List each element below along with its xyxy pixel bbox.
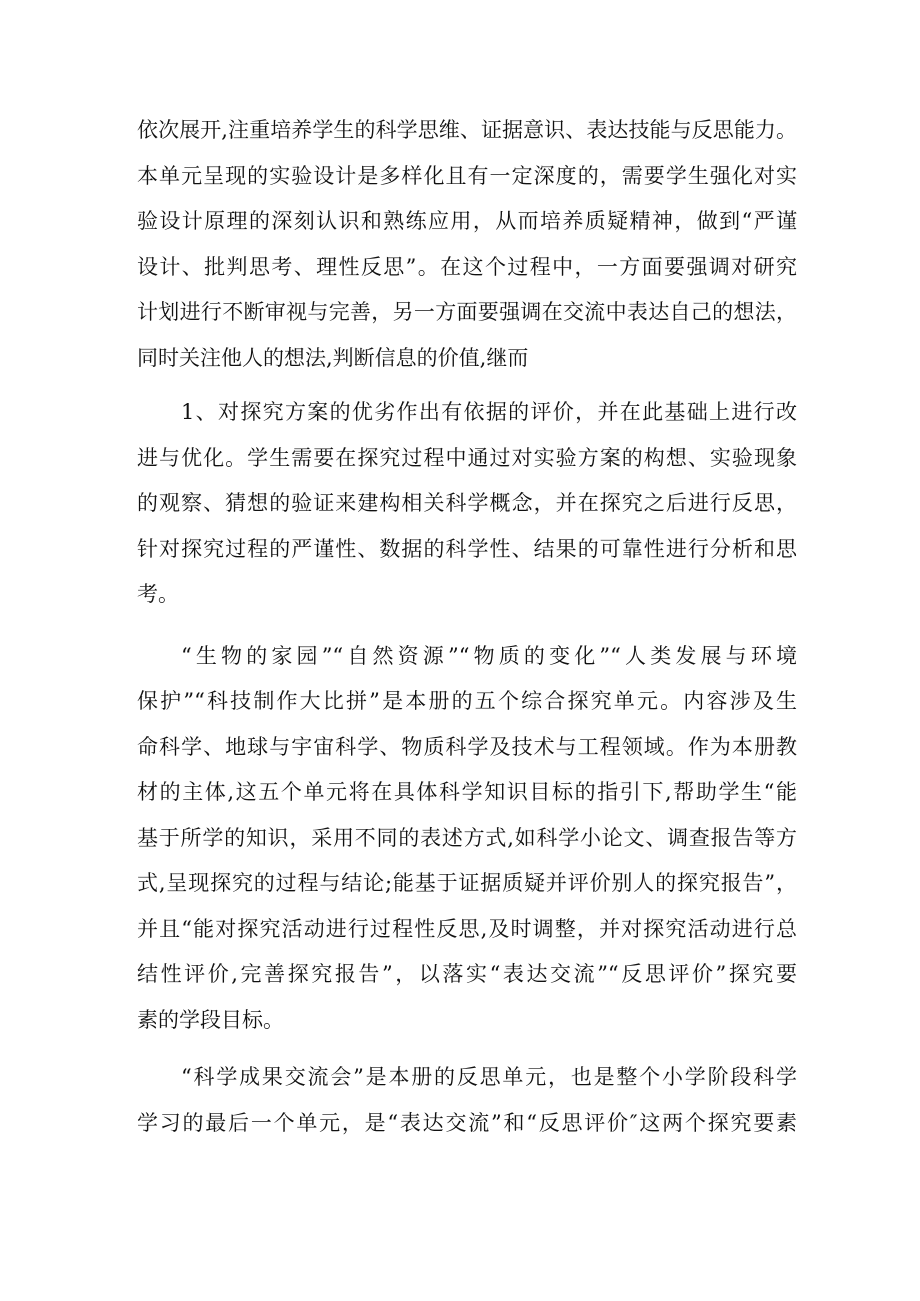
text-line: 依次展开,注重培养学生的科学思维、证据意识、表达技能与反思能力。 xyxy=(137,118,797,142)
text-line: 基于所学的知识，采用不同的表述方式,如科学小论文、调查报告等方 xyxy=(137,825,797,850)
text-line: 设计、批判思考、理性反思”。在这个过程中，一方面要强调对研究 xyxy=(137,254,797,279)
text-line: 并且“能对探究活动进行过程性反思,及时调整，并对探究活动进行总 xyxy=(137,916,797,941)
text-line: 结性评价,完善探究报告”，以落实“表达交流”“反思评价”探究要 xyxy=(137,962,797,986)
text-line: 考。 xyxy=(137,582,179,606)
text-line: 学习的最后一个单元，是“表达交流”和“反思评价″这两个探究要素 xyxy=(137,1110,797,1135)
text-line: 计划进行不断审视与完善，另一方面要强调在交流中表达自己的想法， xyxy=(137,300,797,324)
document-body xyxy=(137,108,797,1146)
text-line: 式,呈现探究的过程与结论;能基于证据质疑并评价别人的探究报告”， xyxy=(137,871,797,895)
text-line: 命科学、地球与宇宙科学、物质科学及技术与工程领域。作为本册教 xyxy=(137,734,797,759)
text-line: 保护”“科技制作大比拼”是本册的五个综合探究单元。内容涉及生 xyxy=(137,689,797,713)
text-line: 的观察、猜想的验证来建构相关科学概念，并在探究之后进行反思， xyxy=(137,491,797,515)
text-line: 针对探究过程的严谨性、数据的科学性、结果的可靠性进行分析和思 xyxy=(137,536,797,561)
paragraph-4 xyxy=(137,1055,797,1146)
text-line: 验设计原理的深刻认识和熟练应用，从而培养质疑精神，做到“严谨 xyxy=(137,209,797,233)
paragraph-3 xyxy=(137,634,797,1044)
text-line: 素的学段目标。 xyxy=(137,1007,284,1032)
paragraph-1 xyxy=(137,108,797,381)
text-line: 材的主体,这五个单元将在具体科学知识目标的指引下,帮助学生“能 xyxy=(137,780,797,804)
text-line: “生物的家园”“自然资源”“物质的变化”“人类发展与环境 xyxy=(181,643,797,668)
text-line: 1、对探究方案的优劣作出有依据的评价，并在此基础上进行改 xyxy=(181,400,797,424)
text-line: 进与优化。学生需要在探究过程中通过对实验方案的构想、实验现象 xyxy=(137,445,797,470)
paragraph-2 xyxy=(137,390,797,618)
text-line: 本单元呈现的实验设计是多样化且有一定深度的，需要学生强化对实 xyxy=(137,163,797,188)
text-line: “科学成果交流会”是本册的反思单元，也是整个小学阶段科学 xyxy=(181,1065,797,1089)
text-line: 同时关注他人的想法,判断信息的价值,继而 xyxy=(137,345,529,370)
